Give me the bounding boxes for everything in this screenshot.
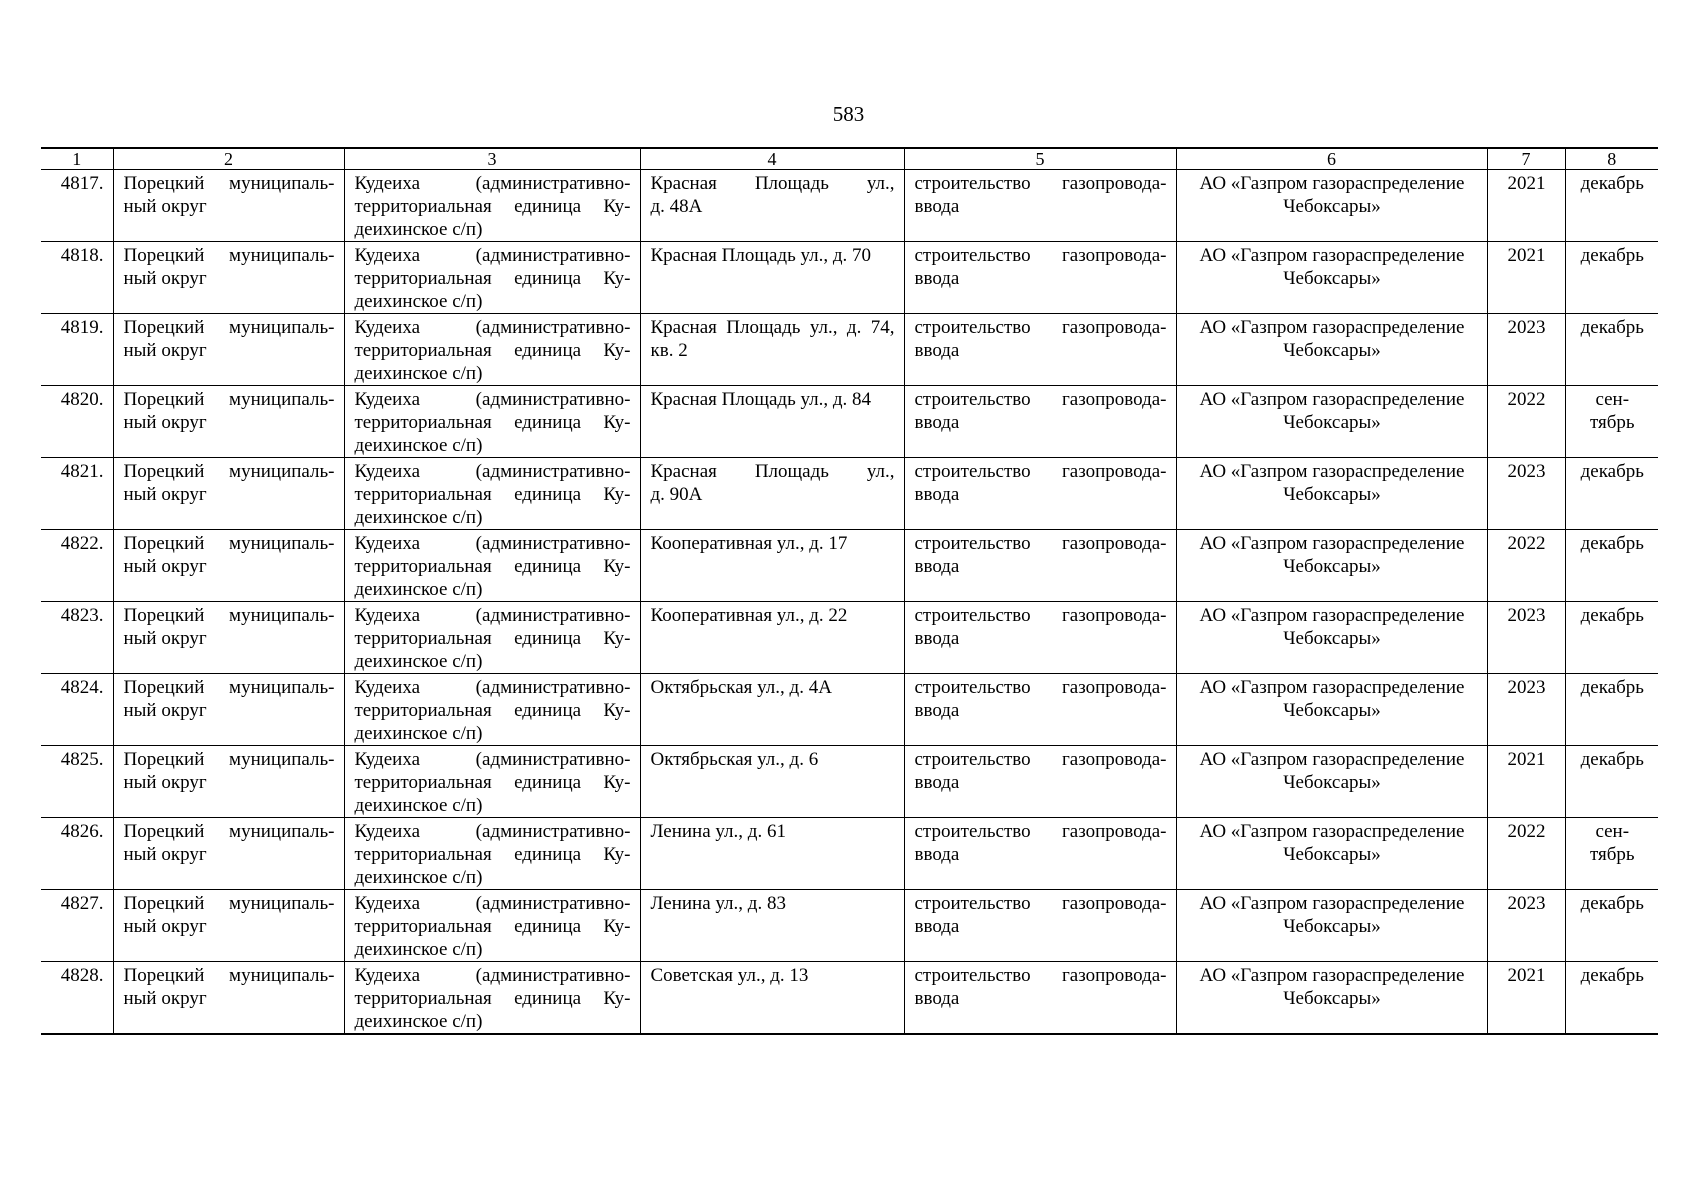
record-number: 4827. [41,890,113,962]
work-type-cell [904,818,1176,890]
record-number: 4826. [41,818,113,890]
locality-line: деихинское с/п) [354,291,483,312]
district-line: Порецкий муниципаль- [123,389,335,410]
district-line: Порецкий муниципаль- [123,821,335,842]
organization-cell [1176,890,1487,962]
organization-cell [1176,458,1487,530]
year-cell: 2022 [1487,530,1565,602]
locality-line: территориальная единица Ку- [354,844,631,865]
work-type-cell [904,170,1176,242]
work-type-cell [904,962,1176,1035]
locality-line: деихинское с/п) [354,219,483,240]
column-number-row [41,148,1658,170]
district-cell [113,314,344,386]
locality-line: Кудеиха (административно- [354,389,631,410]
address-line: Красная Площадь ул., [650,461,895,482]
work-type-line: строительство газопровода- [914,749,1167,770]
organization-cell [1176,242,1487,314]
work-type-line: строительство газопровода- [914,533,1167,554]
address-line: Ленина ул., д. 61 [650,821,786,842]
work-type-cell [904,746,1176,818]
year-cell: 2023 [1487,458,1565,530]
district-line: Порецкий муниципаль- [123,677,335,698]
work-type-cell [904,386,1176,458]
address-line: Кооперативная ул., д. 22 [650,605,848,626]
district-line: Порецкий муниципаль- [123,533,335,554]
locality-line: деихинское с/п) [354,651,483,672]
record-number: 4820. [41,386,113,458]
address-cell [640,242,904,314]
locality-line: Кудеиха (административно- [354,821,631,842]
record-number: 4818. [41,242,113,314]
year-cell: 2022 [1487,818,1565,890]
year-cell: 2023 [1487,314,1565,386]
organization-cell [1176,962,1487,1035]
table-row [41,890,1658,962]
organization-line: Чебоксары» [1283,988,1381,1009]
district-cell [113,818,344,890]
table-row [41,314,1658,386]
locality-line: деихинское с/п) [354,795,483,816]
organization-line: АО «Газпром газораспределение [1199,389,1465,410]
table-row [41,530,1658,602]
work-type-cell [904,530,1176,602]
address-line: Красная Площадь ул., д. 70 [650,245,872,266]
address-line: Красная Площадь ул., д. 74, [650,317,895,338]
organization-line: АО «Газпром газораспределение [1199,245,1465,266]
district-line: Порецкий муниципаль- [123,461,335,482]
district-line: ный округ [123,268,207,289]
organization-line: Чебоксары» [1283,196,1381,217]
organization-cell [1176,170,1487,242]
month-cell: декабрь [1565,314,1658,386]
address-line: Красная Площадь ул., д. 84 [650,389,872,410]
locality-line: Кудеиха (административно- [354,173,631,194]
year-cell: 2021 [1487,170,1565,242]
organization-line: АО «Газпром газораспределение [1199,893,1465,914]
record-number: 4822. [41,530,113,602]
district-cell [113,386,344,458]
work-type-line: строительство газопровода- [914,317,1167,338]
organization-cell [1176,746,1487,818]
month-cell: декабрь [1565,530,1658,602]
locality-cell [344,602,640,674]
column-header: 1 [41,148,113,170]
address-line: д. 48А [650,196,703,217]
locality-cell [344,746,640,818]
organization-line: АО «Газпром газораспределение [1199,461,1465,482]
work-type-cell [904,314,1176,386]
work-type-line: ввода [914,988,960,1009]
work-type-line: ввода [914,844,960,865]
district-line: Порецкий муниципаль- [123,893,335,914]
address-cell [640,818,904,890]
column-header: 5 [904,148,1176,170]
table-row [41,386,1658,458]
address-cell [640,746,904,818]
locality-cell [344,242,640,314]
address-line: д. 90А [650,484,703,505]
work-type-line: ввода [914,772,960,793]
locality-cell [344,674,640,746]
work-type-cell [904,602,1176,674]
organization-line: Чебоксары» [1283,412,1381,433]
work-type-line: ввода [914,916,960,937]
year-cell: 2023 [1487,890,1565,962]
address-line: Красная Площадь ул., [650,173,895,194]
work-type-line: ввода [914,340,960,361]
district-cell [113,458,344,530]
district-cell [113,746,344,818]
locality-line: Кудеиха (административно- [354,965,631,986]
locality-cell [344,890,640,962]
locality-line: деихинское с/п) [354,579,483,600]
table-row [41,674,1658,746]
address-cell [640,962,904,1035]
locality-cell [344,458,640,530]
locality-cell [344,314,640,386]
locality-line: Кудеиха (административно- [354,461,631,482]
record-number: 4819. [41,314,113,386]
locality-line: Кудеиха (административно- [354,533,631,554]
district-line: ный округ [123,988,207,1009]
locality-line: деихинское с/п) [354,363,483,384]
work-type-line: строительство газопровода- [914,461,1167,482]
locality-line: территориальная единица Ку- [354,268,631,289]
address-line: Октябрьская ул., д. 4А [650,677,832,698]
district-line: ный округ [123,916,207,937]
address-cell [640,386,904,458]
table-row [41,602,1658,674]
month-cell: декабрь [1565,746,1658,818]
district-line: Порецкий муниципаль- [123,173,335,194]
organization-line: Чебоксары» [1283,268,1381,289]
district-line: Порецкий муниципаль- [123,749,335,770]
locality-line: территориальная единица Ку- [354,772,631,793]
year-cell: 2021 [1487,746,1565,818]
district-line: ный округ [123,844,207,865]
gas-works-table [41,147,1658,1035]
organization-cell [1176,314,1487,386]
district-cell [113,890,344,962]
locality-line: территориальная единица Ку- [354,916,631,937]
organization-cell [1176,386,1487,458]
organization-line: АО «Газпром газораспределение [1199,317,1465,338]
district-cell [113,962,344,1035]
organization-line: АО «Газпром газораспределение [1199,173,1465,194]
record-number: 4825. [41,746,113,818]
locality-line: территориальная единица Ку- [354,628,631,649]
address-cell [640,530,904,602]
locality-cell [344,386,640,458]
locality-line: деихинское с/п) [354,507,483,528]
table-row [41,242,1658,314]
record-number: 4828. [41,962,113,1035]
locality-cell [344,170,640,242]
address-cell [640,458,904,530]
organization-line: АО «Газпром газораспределение [1199,533,1465,554]
district-line: ный округ [123,412,207,433]
month-cell: декабрь [1565,890,1658,962]
district-line: ный округ [123,484,207,505]
district-cell [113,170,344,242]
address-cell [640,674,904,746]
work-type-line: строительство газопровода- [914,965,1167,986]
locality-cell [344,530,640,602]
work-type-line: строительство газопровода- [914,245,1167,266]
locality-line: деихинское с/п) [354,723,483,744]
column-header: 7 [1487,148,1565,170]
locality-line: Кудеиха (административно- [354,245,631,266]
organization-line: Чебоксары» [1283,916,1381,937]
table-row [41,458,1658,530]
work-type-line: строительство газопровода- [914,605,1167,626]
organization-line: АО «Газпром газораспределение [1199,965,1465,986]
organization-cell [1176,530,1487,602]
organization-cell [1176,674,1487,746]
column-header: 3 [344,148,640,170]
locality-line: территориальная единица Ку- [354,412,631,433]
work-type-line: ввода [914,628,960,649]
organization-line: Чебоксары» [1283,484,1381,505]
district-line: ный округ [123,700,207,721]
year-cell: 2023 [1487,602,1565,674]
locality-line: территориальная единица Ку- [354,988,631,1009]
district-cell [113,674,344,746]
address-cell [640,890,904,962]
organization-line: Чебоксары» [1283,340,1381,361]
locality-line: территориальная единица Ку- [354,484,631,505]
work-type-line: строительство газопровода- [914,677,1167,698]
organization-line: Чебоксары» [1283,628,1381,649]
locality-cell [344,962,640,1035]
work-type-cell [904,242,1176,314]
work-type-cell [904,674,1176,746]
table-row [41,962,1658,1035]
month-cell: декабрь [1565,458,1658,530]
locality-line: территориальная единица Ку- [354,340,631,361]
organization-line: Чебоксары» [1283,844,1381,865]
district-line: ный округ [123,556,207,577]
work-type-line: ввода [914,412,960,433]
district-line: ный округ [123,196,207,217]
record-number: 4824. [41,674,113,746]
year-cell: 2023 [1487,674,1565,746]
district-cell [113,530,344,602]
address-line: Советская ул., д. 13 [650,965,809,986]
column-header: 2 [113,148,344,170]
locality-line: территориальная единица Ку- [354,196,631,217]
column-header: 6 [1176,148,1487,170]
address-cell [640,170,904,242]
work-type-line: строительство газопровода- [914,173,1167,194]
record-number: 4823. [41,602,113,674]
district-cell [113,602,344,674]
locality-line: деихинское с/п) [354,939,483,960]
work-type-line: строительство газопровода- [914,893,1167,914]
record-number: 4817. [41,170,113,242]
district-line: ный округ [123,628,207,649]
organization-line: АО «Газпром газораспределение [1199,677,1465,698]
address-line: кв. 2 [650,340,688,361]
organization-line: Чебоксары» [1283,700,1381,721]
work-type-line: ввода [914,700,960,721]
organization-line: Чебоксары» [1283,772,1381,793]
locality-line: деихинское с/п) [354,867,483,888]
year-cell: 2022 [1487,386,1565,458]
organization-line: Чебоксары» [1283,556,1381,577]
district-line: Порецкий муниципаль- [123,317,335,338]
organization-line: АО «Газпром газораспределение [1199,749,1465,770]
record-number: 4821. [41,458,113,530]
organization-line: АО «Газпром газораспределение [1199,821,1465,842]
locality-line: Кудеиха (административно- [354,317,631,338]
month-cell: декабрь [1565,242,1658,314]
work-type-cell [904,890,1176,962]
month-cell: декабрь [1565,602,1658,674]
district-line: Порецкий муниципаль- [123,965,335,986]
column-header: 4 [640,148,904,170]
table-row [41,746,1658,818]
locality-line: территориальная единица Ку- [354,700,631,721]
address-line: Октябрьская ул., д. 6 [650,749,819,770]
locality-line: деихинское с/п) [354,1011,483,1032]
locality-line: Кудеиха (административно- [354,749,631,770]
work-type-line: ввода [914,484,960,505]
locality-line: деихинское с/п) [354,435,483,456]
district-line: ный округ [123,340,207,361]
work-type-line: ввода [914,196,960,217]
district-line: Порецкий муниципаль- [123,245,335,266]
district-line: ный округ [123,772,207,793]
table-row [41,818,1658,890]
locality-line: территориальная единица Ку- [354,556,631,577]
organization-cell [1176,818,1487,890]
month-cell: сен- тябрь [1565,818,1658,890]
work-type-cell [904,458,1176,530]
locality-line: Кудеиха (административно- [354,893,631,914]
locality-cell [344,818,640,890]
locality-line: Кудеиха (административно- [354,605,631,626]
column-header: 8 [1565,148,1658,170]
address-cell [640,602,904,674]
page-number: 583 [832,102,865,126]
work-type-line: ввода [914,268,960,289]
table-row [41,170,1658,242]
year-cell: 2021 [1487,242,1565,314]
organization-line: АО «Газпром газораспределение [1199,605,1465,626]
month-cell: декабрь [1565,674,1658,746]
work-type-line: строительство газопровода- [914,821,1167,842]
work-type-line: ввода [914,556,960,577]
locality-line: Кудеиха (административно- [354,677,631,698]
year-cell: 2021 [1487,962,1565,1035]
organization-cell [1176,602,1487,674]
month-cell: декабрь [1565,962,1658,1035]
month-cell: сен- тябрь [1565,386,1658,458]
district-line: Порецкий муниципаль- [123,605,335,626]
month-cell: декабрь [1565,170,1658,242]
work-type-line: строительство газопровода- [914,389,1167,410]
district-cell [113,242,344,314]
address-line: Кооперативная ул., д. 17 [650,533,848,554]
address-line: Ленина ул., д. 83 [650,893,786,914]
address-cell [640,314,904,386]
